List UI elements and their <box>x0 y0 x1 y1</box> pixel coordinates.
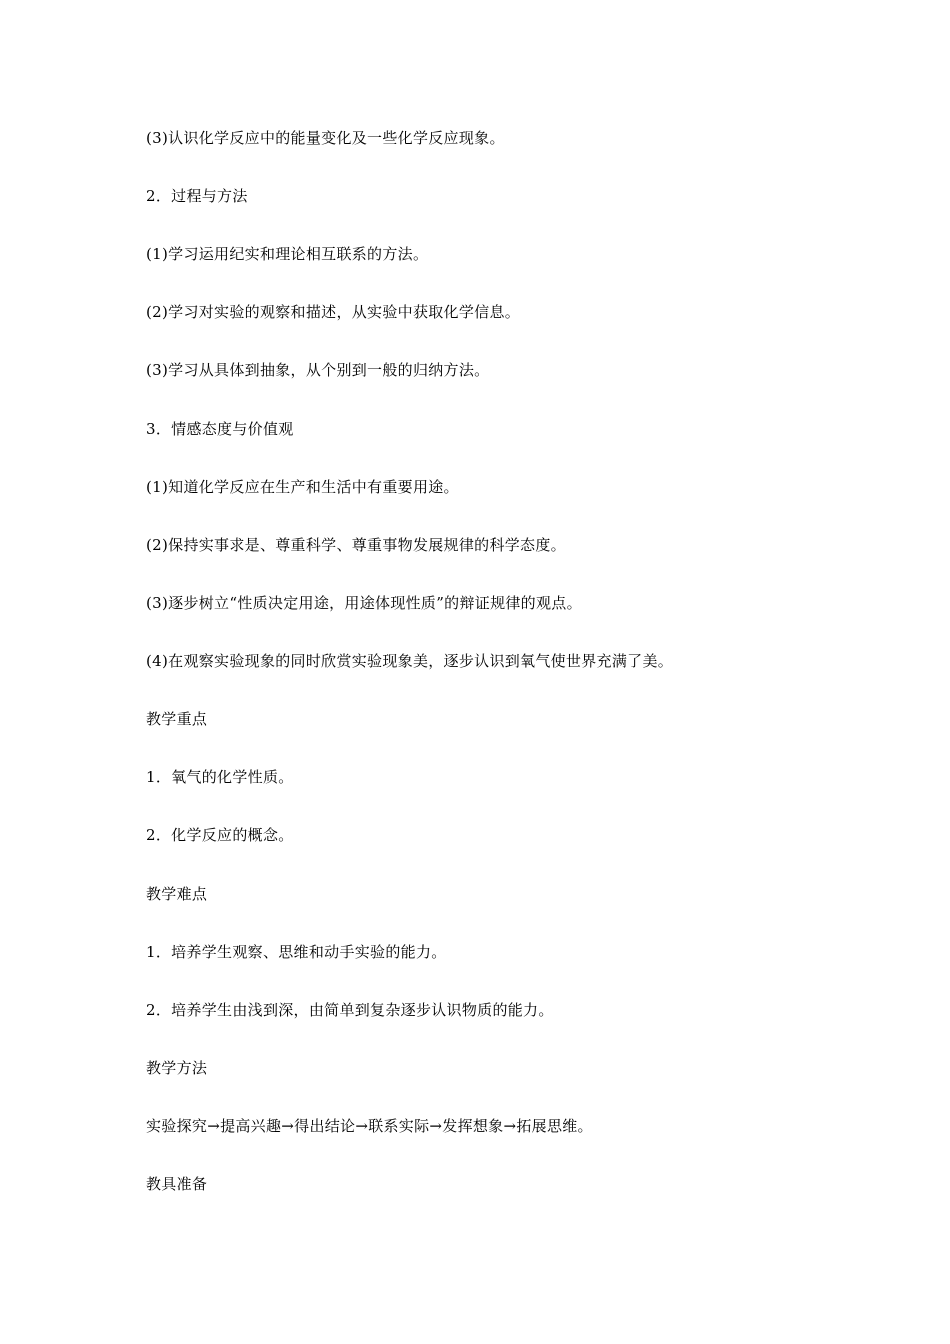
objective-attitude-3: (3)逐步树立“性质决定用途，用途体现性质”的辩证规律的观点。 <box>146 594 582 612</box>
difficulty-1: 1．培养学生观察、思维和动手实验的能力。 <box>146 943 447 961</box>
objective-attitude-1: (1)知道化学反应在生产和生活中有重要用途。 <box>146 478 459 496</box>
objective-attitude-4: (4)在观察实验现象的同时欣赏实验现象美，逐步认识到氧气使世界充满了美。 <box>146 652 674 670</box>
section-heading-key-points: 教学重点 <box>146 710 208 728</box>
key-point-1: 1．氧气的化学性质。 <box>146 768 294 786</box>
objective-process-3: (3)学习从具体到抽象，从个别到一般的归纳方法。 <box>146 361 490 379</box>
section-heading-teaching-aids: 教具准备 <box>146 1175 208 1193</box>
section-heading-attitudes-values: 3．情感态度与价值观 <box>146 420 294 438</box>
teaching-method-flow: 实验探究→提高兴趣→得出结论→联系实际→发挥想象→拓展思维。 <box>146 1117 593 1135</box>
section-heading-difficulties: 教学难点 <box>146 885 208 903</box>
section-heading-process-methods: 2．过程与方法 <box>146 187 248 205</box>
objective-process-2: (2)学习对实验的观察和描述，从实验中获取化学信息。 <box>146 303 521 321</box>
objective-attitude-2: (2)保持实事求是、尊重科学、尊重事物发展规律的科学态度。 <box>146 536 566 554</box>
objective-knowledge-3: (3)认识化学反应中的能量变化及一些化学反应现象。 <box>146 129 505 147</box>
key-point-2: 2．化学反应的概念。 <box>146 826 294 844</box>
difficulty-2: 2．培养学生由浅到深，由简单到复杂逐步认识物质的能力。 <box>146 1001 554 1019</box>
section-heading-teaching-methods: 教学方法 <box>146 1059 208 1077</box>
objective-process-1: (1)学习运用纪实和理论相互联系的方法。 <box>146 245 429 263</box>
